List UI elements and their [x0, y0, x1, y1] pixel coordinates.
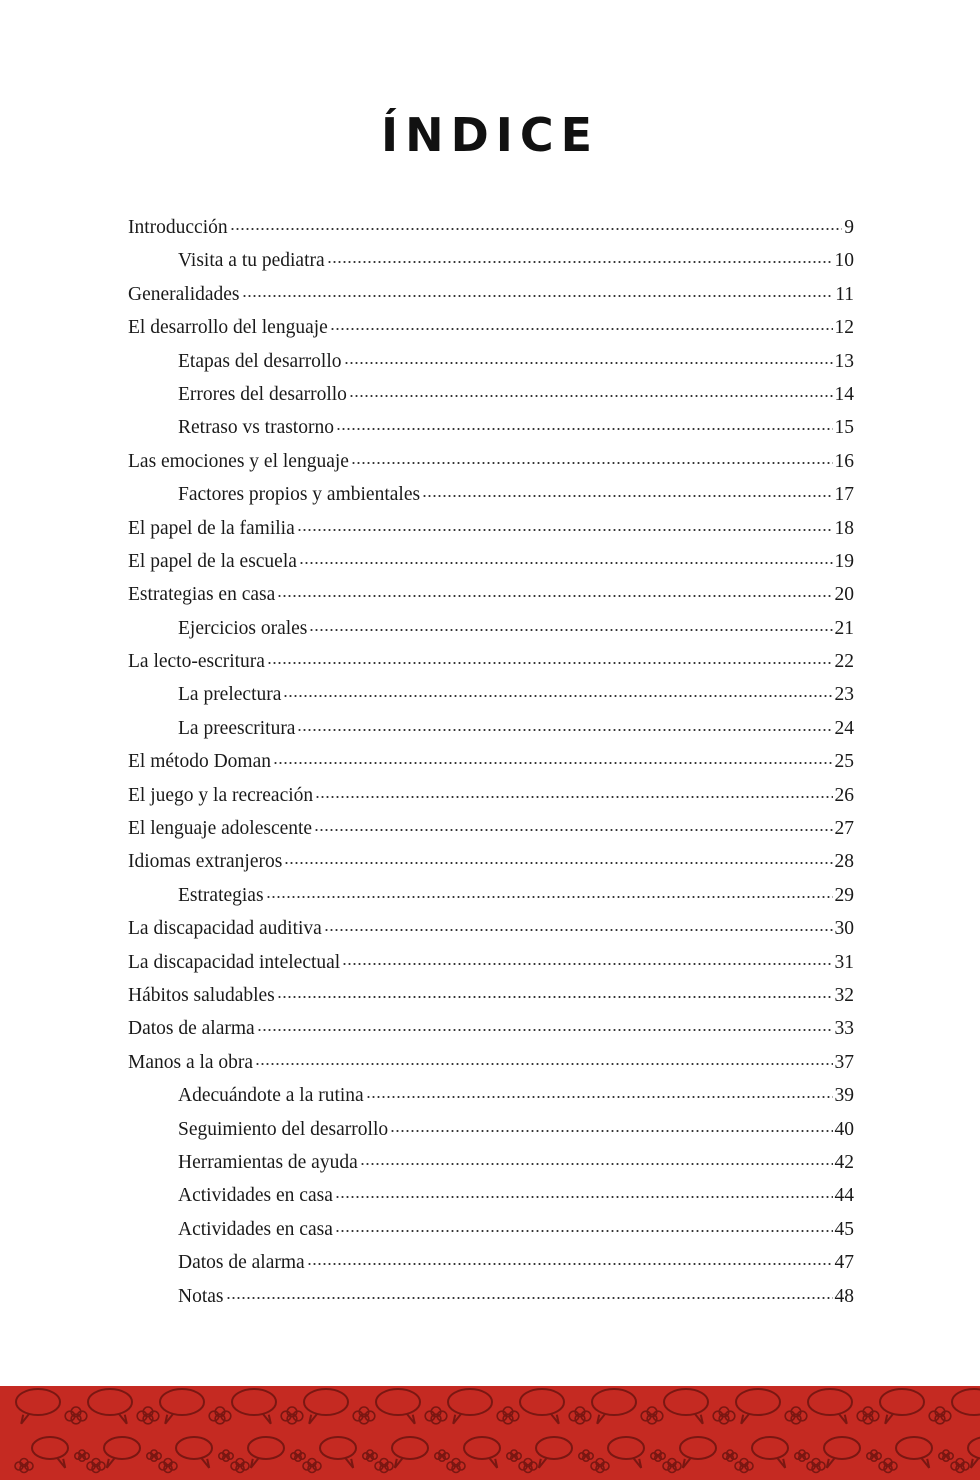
toc-entry-label: La discapacidad intelectual [128, 951, 341, 973]
toc-entry-page-number: 42 [834, 1151, 854, 1173]
thought-bubble-icon [15, 1459, 33, 1473]
speech-bubble-icon [664, 1389, 708, 1424]
dot-leader [297, 529, 833, 531]
thought-bubble-icon [219, 1450, 233, 1461]
dot-leader [255, 1063, 832, 1065]
toc-entry-label: La lecto-escritura [128, 651, 265, 673]
speech-bubble-icon [824, 1437, 860, 1468]
toc-entry [128, 812, 854, 845]
toc-entry-page-number: 31 [834, 951, 854, 973]
thought-bubble-icon [65, 1407, 87, 1424]
thought-bubble-icon [303, 1459, 321, 1473]
toc-entry-label: Ejercicios orales [178, 617, 308, 639]
toc-entry-label: Etapas del desarrollo [178, 350, 342, 372]
speech-bubble-icon [320, 1437, 356, 1468]
dot-leader [307, 1263, 833, 1265]
toc-entry [128, 1246, 854, 1279]
dot-leader [390, 1130, 832, 1132]
dot-leader [297, 729, 832, 731]
toc-entry-page-number: 17 [834, 484, 854, 506]
dot-leader [267, 662, 833, 664]
toc-entry-label: Estrategias [178, 884, 264, 906]
thought-bubble-icon [75, 1450, 89, 1461]
thought-bubble-icon [87, 1459, 105, 1473]
thought-bubble-icon [159, 1459, 177, 1473]
toc-entry [128, 1113, 854, 1146]
toc-entry-label: Idiomas extranjeros [128, 851, 283, 873]
toc-entry-page-number: 24 [834, 717, 854, 739]
toc-entry-page-number: 32 [834, 984, 854, 1006]
toc-entry [128, 678, 854, 711]
thought-bubble-icon [857, 1407, 879, 1424]
toc-entry-label: Actividades en casa [178, 1218, 333, 1240]
speech-bubble-pattern [0, 1386, 980, 1480]
thought-bubble-icon [951, 1459, 969, 1473]
toc-entry-label: Seguimiento del desarrollo [178, 1118, 389, 1140]
dot-leader [314, 829, 832, 831]
thought-bubble-icon [231, 1459, 249, 1473]
thought-bubble-icon [867, 1450, 881, 1461]
dot-leader [226, 1297, 833, 1299]
toc-entry-page-number: 47 [834, 1252, 854, 1274]
speech-bubble-icon [448, 1389, 492, 1424]
thought-bubble-icon [795, 1450, 809, 1461]
toc-entry [128, 1046, 854, 1079]
toc-entry-page-number: 44 [834, 1185, 854, 1207]
table-of-contents [128, 211, 854, 1313]
toc-entry-label: Datos de alarma [128, 1018, 255, 1040]
dot-leader [366, 1096, 833, 1098]
toc-entry [128, 1079, 854, 1112]
toc-entry [128, 411, 854, 444]
toc-entry-page-number: 33 [834, 1018, 854, 1040]
thought-bubble-icon [447, 1459, 465, 1473]
toc-entry [128, 912, 854, 945]
toc-entry [128, 512, 854, 545]
thought-bubble-icon [713, 1407, 735, 1424]
speech-bubble-icon [376, 1389, 420, 1424]
toc-entry-page-number: 9 [844, 217, 854, 238]
toc-entry-label: Manos a la obra [128, 1051, 254, 1073]
dot-leader [342, 963, 832, 965]
dot-leader [335, 1230, 833, 1232]
toc-entry-page-number: 29 [834, 884, 854, 906]
toc-entry [128, 946, 854, 979]
toc-entry [128, 1213, 854, 1246]
thought-bubble-icon [507, 1450, 521, 1461]
toc-entry-label: Hábitos saludables [128, 984, 275, 1006]
speech-bubble-icon [32, 1437, 68, 1468]
speech-bubble-icon [592, 1389, 636, 1424]
thought-bubble-icon [651, 1450, 665, 1461]
dot-leader [242, 295, 834, 297]
dot-leader [277, 595, 832, 597]
toc-entry-page-number: 23 [834, 684, 854, 706]
thought-bubble-icon [425, 1407, 447, 1424]
toc-entry-page-number: 14 [834, 383, 854, 405]
dot-leader [315, 796, 832, 798]
toc-entry-label: Las emociones y el lenguaje [128, 450, 349, 472]
toc-entry-label: Adecuándote a la rutina [178, 1085, 364, 1107]
page-title: ÍNDICE [380, 108, 600, 162]
toc-entry [128, 645, 854, 678]
speech-bubble-icon [736, 1389, 780, 1424]
dot-leader [422, 495, 832, 497]
dot-leader [344, 362, 833, 364]
toc-entry-page-number: 28 [834, 851, 854, 873]
dot-leader [360, 1163, 833, 1165]
thought-bubble-icon [785, 1407, 807, 1424]
dot-leader [273, 762, 833, 764]
thought-bubble-icon [663, 1459, 681, 1473]
thought-bubble-icon [147, 1450, 161, 1461]
thought-bubble-icon [519, 1459, 537, 1473]
toc-entry-page-number: 25 [834, 751, 854, 773]
thought-bubble-icon [641, 1407, 663, 1424]
toc-entry-label: La preescritura [178, 717, 296, 739]
thought-bubble-icon [353, 1407, 375, 1424]
toc-entry-page-number: 12 [834, 317, 854, 339]
toc-entry [128, 1146, 854, 1179]
thought-bubble-icon [929, 1407, 951, 1424]
toc-entry-label: Notas [178, 1285, 224, 1307]
toc-entry-label: Errores del desarrollo [178, 383, 347, 405]
dot-leader [335, 1196, 833, 1198]
dot-leader [257, 1029, 833, 1031]
thought-bubble-icon [291, 1450, 305, 1461]
thought-bubble-icon [435, 1450, 449, 1461]
dot-leader [349, 395, 833, 397]
speech-bubble-icon [968, 1437, 980, 1468]
toc-entry-label: Actividades en casa [178, 1185, 333, 1207]
toc-entry-page-number: 13 [834, 350, 854, 372]
toc-entry-page-number: 27 [834, 818, 854, 840]
toc-entry-label: Estrategias en casa [128, 584, 276, 606]
toc-entry [128, 1179, 854, 1212]
speech-bubble-icon [808, 1389, 852, 1424]
toc-entry [128, 478, 854, 511]
speech-bubble-icon [680, 1437, 716, 1468]
toc-entry [128, 578, 854, 611]
thought-bubble-icon [939, 1450, 953, 1461]
toc-entry [128, 612, 854, 645]
thought-bubble-icon [591, 1459, 609, 1473]
thought-bubble-icon [281, 1407, 303, 1424]
thought-bubble-icon [735, 1459, 753, 1473]
toc-entry [128, 1012, 854, 1045]
speech-bubble-icon [520, 1389, 564, 1424]
toc-entry [128, 278, 854, 311]
speech-bubble-icon [752, 1437, 788, 1468]
dot-leader [266, 896, 833, 898]
toc-entry-label: Introducción [128, 217, 228, 238]
toc-entry-page-number: 37 [834, 1051, 854, 1073]
speech-bubble-icon [232, 1389, 276, 1424]
dot-leader [351, 462, 833, 464]
speech-bubble-icon [88, 1389, 132, 1424]
toc-entry [128, 378, 854, 411]
thought-bubble-icon [807, 1459, 825, 1473]
speech-bubble-icon [880, 1389, 924, 1424]
toc-entry [128, 979, 854, 1012]
speech-bubble-icon [464, 1437, 500, 1468]
toc-entry-label: Generalidades [128, 283, 240, 305]
speech-bubble-icon [248, 1437, 284, 1468]
dot-leader [309, 629, 832, 631]
toc-entry [128, 244, 854, 277]
dot-leader [336, 428, 833, 430]
toc-entry-page-number: 10 [834, 250, 854, 272]
toc-entry-label: Herramientas de ayuda [178, 1151, 358, 1173]
footer-decorative-band [0, 1386, 980, 1480]
thought-bubble-icon [569, 1407, 591, 1424]
toc-entry [128, 845, 854, 878]
thought-bubble-icon [879, 1459, 897, 1473]
toc-entry-page-number: 45 [834, 1218, 854, 1240]
thought-bubble-icon [579, 1450, 593, 1461]
toc-entry [128, 545, 854, 578]
speech-bubble-icon [896, 1437, 932, 1468]
thought-bubble-icon [375, 1459, 393, 1473]
thought-bubble-icon [137, 1407, 159, 1424]
toc-entry-label: Factores propios y ambientales [178, 484, 421, 506]
toc-entry-label: El desarrollo del lenguaje [128, 317, 328, 339]
toc-entry-label: El papel de la escuela [128, 550, 297, 572]
toc-entry-page-number: 15 [834, 417, 854, 439]
toc-entry-page-number: 20 [834, 584, 854, 606]
thought-bubble-icon [723, 1450, 737, 1461]
toc-entry-page-number: 39 [834, 1085, 854, 1107]
toc-entry [128, 311, 854, 344]
toc-entry-page-number: 26 [834, 784, 854, 806]
dot-leader [284, 862, 832, 864]
toc-entry-page-number: 19 [834, 550, 854, 572]
speech-bubble-icon [176, 1437, 212, 1468]
speech-bubble-icon [608, 1437, 644, 1468]
toc-entry-page-number: 16 [834, 450, 854, 472]
toc-entry [128, 345, 854, 378]
dot-leader [230, 228, 843, 230]
toc-entry [128, 1280, 854, 1313]
toc-entry-label: Visita a tu pediatra [178, 250, 325, 272]
toc-entry-label: El método Doman [128, 751, 271, 773]
thought-bubble-icon [363, 1450, 377, 1461]
toc-entry-label: Retraso vs trastorno [178, 417, 334, 439]
toc-entry [128, 211, 854, 244]
thought-bubble-icon [497, 1407, 519, 1424]
dot-leader [299, 562, 833, 564]
toc-entry-page-number: 48 [834, 1285, 854, 1307]
thought-bubble-icon [209, 1407, 231, 1424]
toc-entry-page-number: 30 [834, 918, 854, 940]
toc-entry-page-number: 18 [834, 517, 854, 539]
toc-entry-page-number: 40 [834, 1118, 854, 1140]
dot-leader [277, 996, 833, 998]
speech-bubble-icon [304, 1389, 348, 1424]
toc-entry-label: El juego y la recreación [128, 784, 314, 806]
speech-bubble-icon [160, 1389, 204, 1424]
dot-leader [324, 929, 833, 931]
toc-entry-label: Datos de alarma [178, 1252, 305, 1274]
toc-entry [128, 879, 854, 912]
toc-entry [128, 712, 854, 745]
dot-leader [283, 695, 832, 697]
speech-bubble-icon [16, 1389, 60, 1424]
toc-entry [128, 445, 854, 478]
toc-entry-label: El papel de la familia [128, 517, 295, 539]
toc-entry [128, 779, 854, 812]
toc-entry-label: La prelectura [178, 684, 282, 706]
dot-leader [327, 261, 833, 263]
toc-entry-label: El lenguaje adolescente [128, 818, 313, 840]
dot-leader [330, 328, 833, 330]
toc-entry-label: La discapacidad auditiva [128, 918, 322, 940]
speech-bubble-icon [392, 1437, 428, 1468]
speech-bubble-icon [952, 1389, 980, 1424]
toc-entry-page-number: 22 [834, 651, 854, 673]
toc-entry [128, 745, 854, 778]
speech-bubble-icon [536, 1437, 572, 1468]
toc-entry-page-number: 21 [834, 617, 854, 639]
toc-entry-page-number: 11 [835, 283, 854, 305]
speech-bubble-icon [104, 1437, 140, 1468]
